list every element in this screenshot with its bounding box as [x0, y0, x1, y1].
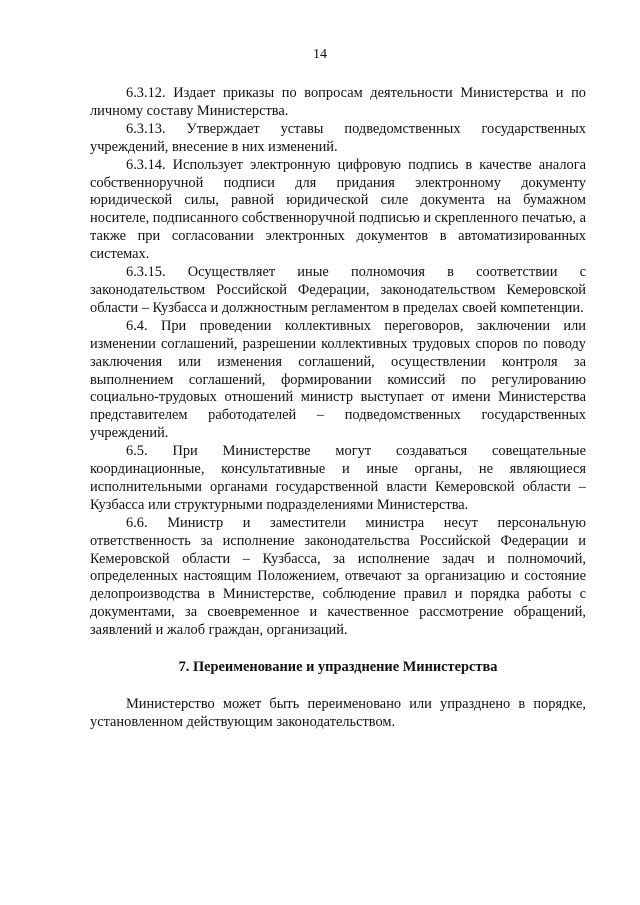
paragraph-section-7: Министерство может быть переименовано или упразднено в порядке, установленном действующим законодательством. — [90, 696, 586, 730]
page-number: 14 — [313, 47, 327, 62]
paragraph-6-5: 6.5. При Министерстве могут создаваться совещательные координационные, консультативные и иные органы, не являющиеся исполнительными органами государственной власти Кемеровской области – Кузбасса или структурными подразделениями Министерства. — [90, 443, 586, 513]
document-body — [90, 85, 586, 732]
paragraph-6-3-14: 6.3.14. Использует электронную цифровую подпись в качестве аналога собственноручной подписи для придания электронному документу юридической силы, равной юридической силе документа на бумажном носителе, подписанного собственноручной подписью и скрепленного печатью, а также при согласовании электронных документов в автоматизированных системах. — [90, 156, 586, 263]
paragraph-6-3-12: 6.3.12. Издает приказы по вопросам деятельности Министерства и по личному составу Министерства. — [90, 85, 586, 119]
paragraph-6-3-13: 6.3.13. Утверждает уставы подведомственных государственных учреждений, внесение в них изменений. — [90, 120, 586, 155]
paragraph-6-4: 6.4. При проведении коллективных переговоров, заключении или изменении соглашений, разрешении коллективных трудовых споров по поводу заключения или изменения соглашений, осуществлении контроля за выполнением соглашений, формировании комиссий по регулированию социально-трудовых отношений министр выступает от имени Министерства представителем работодателей – подведомственных государственных учреждений. — [90, 317, 586, 442]
paragraph-6-3-15: 6.3.15. Осуществляет иные полномочия в соответствии с законодательством Российской Федерации, законодательством Кемеровской области – Кузбасса и должностным регламентом в пределах своей компетенции. — [90, 264, 586, 316]
paragraph-6-6: 6.6. Министр и заместители министра несут персональную ответственность за исполнение законодательства Российской Федерации и Кемеровской области – Кузбасса, за исполнение задач и полномочий, определенных настоящим Положением, отвечают за организацию и состояние делопроизводства в Министерстве, соблюдение правил и порядка работы с документами, за своевременное и качественное рассмотрение обращений, заявлений и жалоб граждан, организаций. — [90, 514, 586, 639]
section-title: 7. Переименование и упразднение Министерства — [178, 659, 498, 676]
